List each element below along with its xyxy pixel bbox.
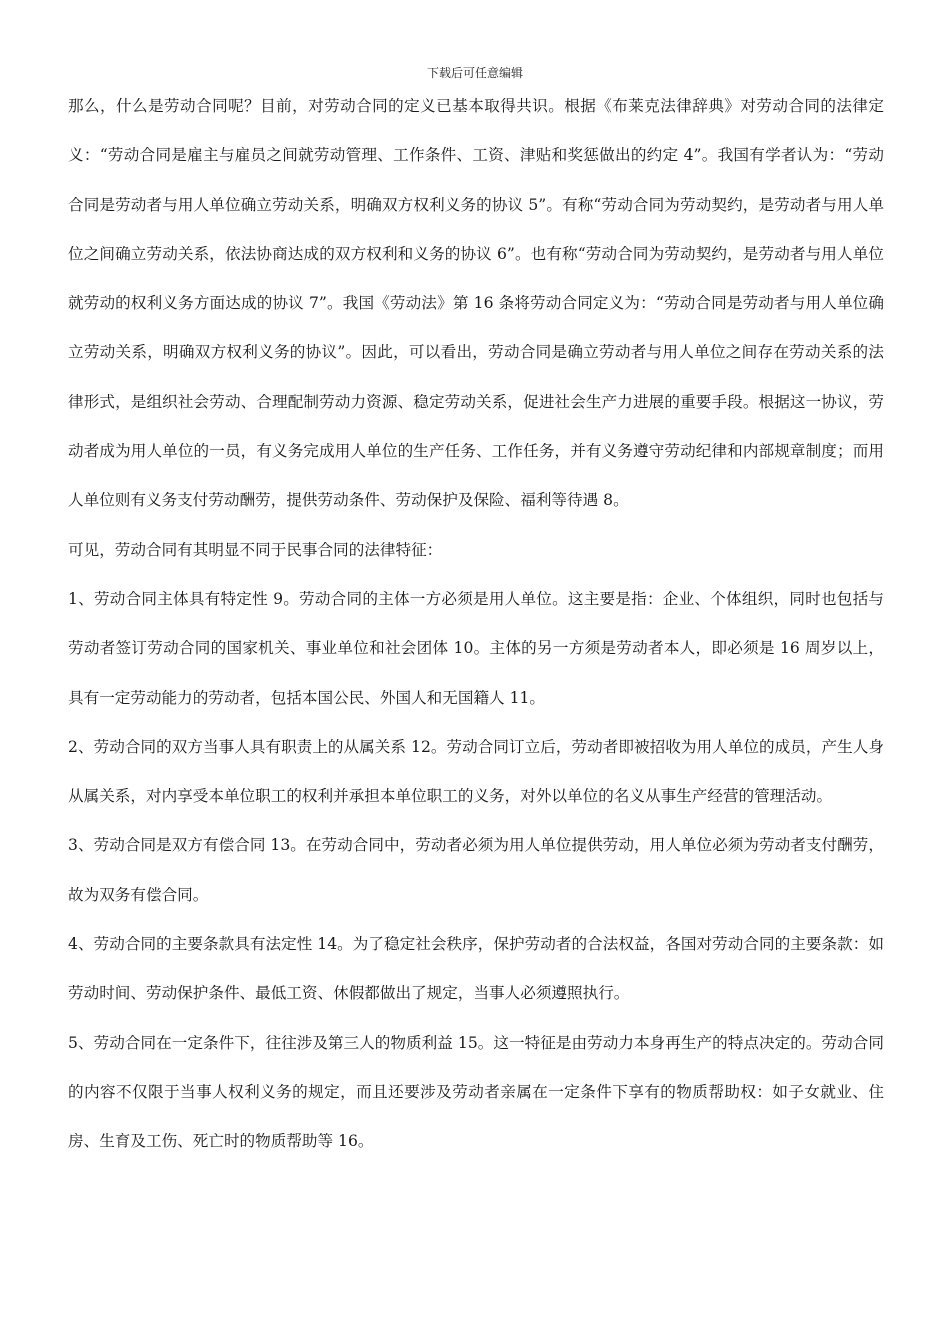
document-body bbox=[68, 82, 884, 1167]
paragraph-feature-3: 3、劳动合同是双方有偿合同 13。在劳动合同中，劳动者必须为用人单位提供劳动，用人单位必须为劳动者支付酬劳，故为双务有偿合同。 bbox=[68, 836, 884, 904]
page-header-note: 下载后可任意编辑 bbox=[426, 66, 523, 80]
paragraph-definition: 那么，什么是劳动合同呢？目前，对劳动合同的定义已基本取得共识。根据《布莱克法律辞典》对劳动合同的法律定义：“劳动合同是雇主与雇员之间就劳动管理、工作条件、工资、津贴和奖惩做出的约定 4”。我国有学者认为：“劳动合同是劳动者与用人单位确立劳动关系，明确双方权利义务的协议 5”。有称“劳动合同为劳动契约，是劳动者与用人单位之间确立劳动关系，依法协商达成的双方权利和义务的协议 6”。也有称“劳动合同为劳动契约，是劳动者与用人单位就劳动的权利义务方面达成的协议 7”。我国《劳动法》第 16 条将劳动合同定义为：“劳动合同是劳动者与用人单位确立劳动关系，明确双方权利义务的协议”。因此，可以看出，劳动合同是确立劳动者与用人单位之间存在劳动关系的法律形式，是组织社会劳动、合理配制劳动力资源、稳定劳动关系，促进社会生产力进展的重要手段。根据这一协议，劳动者成为用人单位的一员，有义务完成用人单位的生产任务、工作任务，并有义务遵守劳动纪律和内部规章制度；而用人单位则有义务支付劳动酬劳，提供劳动条件、劳动保护及保险、福利等待遇 8。 bbox=[68, 97, 884, 510]
paragraph-feature-5: 5、劳动合同在一定条件下，往往涉及第三人的物质利益 15。这一特征是由劳动力本身再生产的特点决定的。劳动合同的内容不仅限于当事人权利义务的规定，而且还要涉及劳动者亲属在一定条件下享有的物质帮助权：如子女就业、住房、生育及工伤、死亡时的物质帮助等 16。 bbox=[68, 1033, 884, 1151]
paragraph-feature-2: 2、劳动合同的双方当事人具有职责上的从属关系 12。劳动合同订立后，劳动者即被招收为用人单位的成员，产生人身从属关系，对内享受本单位职工的权利并承担本单位职工的义务，对外以单位的名义从事生产经营的管理活动。 bbox=[68, 737, 884, 806]
paragraph-feature-4: 4、劳动合同的主要条款具有法定性 14。为了稳定社会秩序，保护劳动者的合法权益，各国对劳动合同的主要条款：如劳动时间、劳动保护条件、最低工资、休假都做出了规定，当事人必须遵照执行。 bbox=[68, 935, 884, 1003]
paragraph-features-intro: 可见，劳动合同有其明显不同于民事合同的法律特征： bbox=[68, 540, 443, 559]
paragraph-feature-1: 1、劳动合同主体具有特定性 9。劳动合同的主体一方必须是用人单位。这主要是指：企业、个体组织，同时也包括与劳动者签订劳动合同的国家机关、事业单位和社会团体 10。主体的另一方须是劳动者本人，即必须是 16 周岁以上，具有一定劳动能力的劳动者，包括本国公民、外国人和无国籍人 11。 bbox=[68, 589, 884, 707]
